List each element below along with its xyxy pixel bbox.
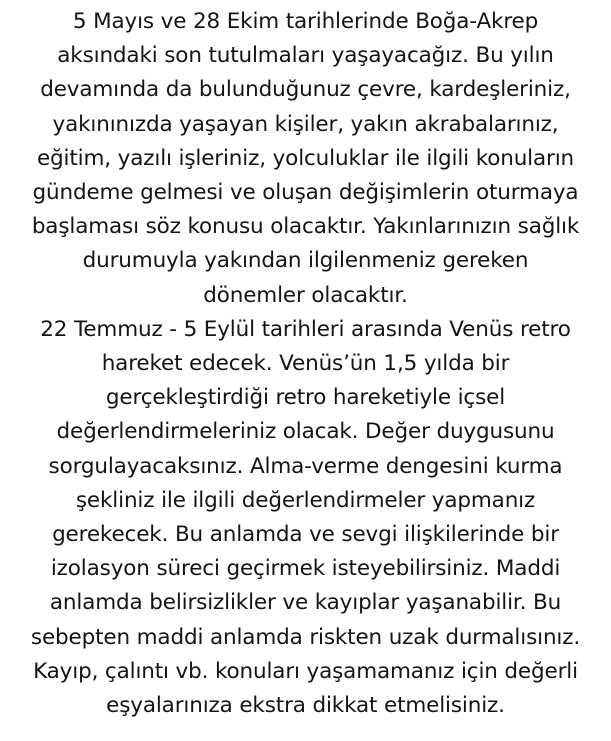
text-line: değerlendirmeleriniz olacak. Değer duygusunu xyxy=(56,419,555,445)
text-line: şekliniz ile ilgili değerlendirmeler yapmanız xyxy=(75,487,536,513)
text-line: gerçekleştirdiği retro hareketiyle içsel xyxy=(105,385,506,411)
text-line: 5 Mayıs ve 28 Ekim tarihlerinde Boğa-Akrep xyxy=(72,9,539,34)
text-line: eşyalarınıza ekstra dikkat etmelisiniz. xyxy=(106,693,505,719)
text-line: dönemler olacaktır. xyxy=(203,282,408,308)
text-line: sorgulayacaksınız. Alma-verme dengesini kurma xyxy=(48,453,563,479)
text-line: Kayıp, çalıntı vb. konuları yaşamamanız için değerli xyxy=(33,658,578,684)
text-line: 22 Temmuz - 5 Eylül tarihleri arasında Venüs retro xyxy=(40,316,571,342)
text-line: sebepten maddi anlamda riskten uzak durmalısınız. xyxy=(30,624,581,650)
text-line: gündeme gelmesi ve oluşan değişimlerin oturmaya xyxy=(32,180,579,206)
text-line: hareket edecek. Venüs’ün 1,5 yılda bir xyxy=(101,351,510,377)
text-line: eğitim, yazılı işleriniz, yolculuklar ile ilgili konuların xyxy=(36,145,575,171)
text-line: aksındaki son tutulmaları yaşayacağız. Bu yılın xyxy=(57,43,554,69)
text-line: başlaması söz konusu olacaktır. Yakınlarınızın sağlık xyxy=(31,214,580,240)
text-line: izolasyon süreci geçirmek isteyebilirsiniz. Maddi xyxy=(50,556,561,582)
text-line: yakınınızda yaşayan kişiler, yakın akrabalarınız, xyxy=(52,111,559,137)
text-line: anlamda belirsizlikler ve kayıplar yaşanabilir. Bu xyxy=(49,590,562,616)
paragraph-venus-retro xyxy=(4,313,607,723)
paragraph-eclipses xyxy=(4,5,607,313)
text-line: gerekecek. Bu anlamda ve sevgi ilişkilerinde bir xyxy=(52,522,559,548)
text-line: durumuyla yakından ilgilenmeniz gereken xyxy=(82,248,529,274)
text-line: devamında da bulunduğunuz çevre, kardeşleriniz, xyxy=(40,77,571,103)
